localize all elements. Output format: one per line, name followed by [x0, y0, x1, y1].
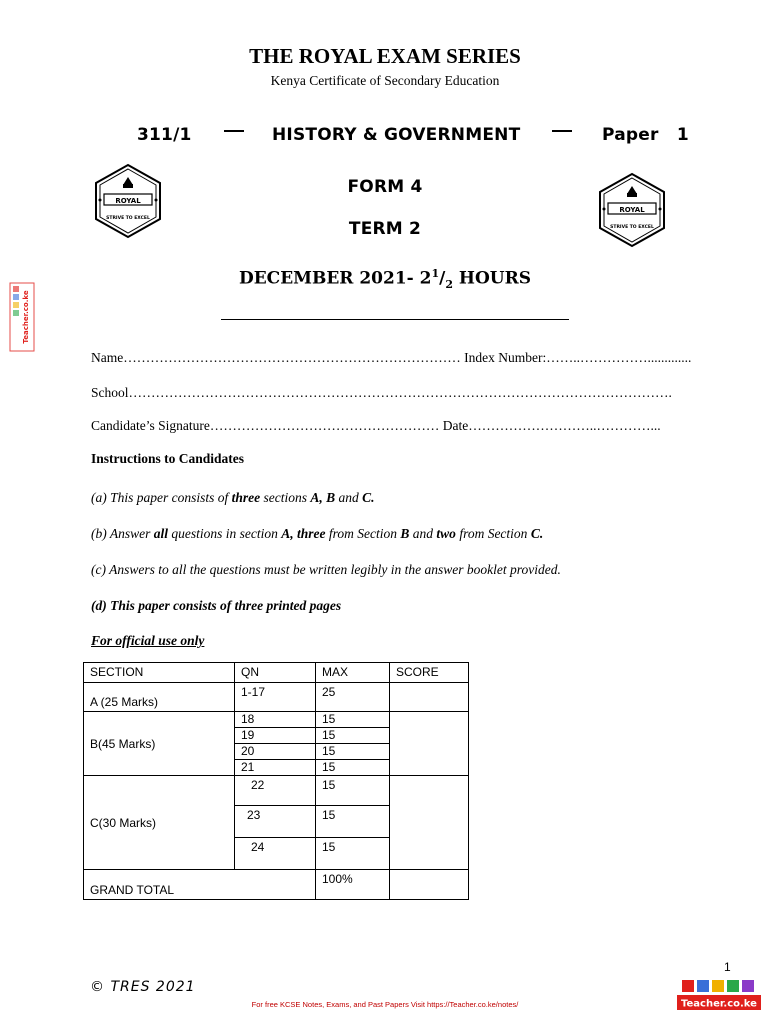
- score-cell[interactable]: [390, 776, 469, 870]
- school-field[interactable]: School………………………………………………………………………………………………………….: [91, 385, 672, 400]
- logo-text: Teacher.co.ke: [681, 998, 757, 1010]
- header-section: SECTION: [84, 663, 235, 683]
- section-a: A (25 Marks): [84, 683, 235, 712]
- header-score: SCORE: [390, 663, 469, 683]
- footer-link-note[interactable]: For free KCSE Notes, Exams, and Past Papers Visit https://Teacher.co.ke/notes/: [251, 1000, 519, 1009]
- paper-number: Paper 1: [602, 125, 689, 145]
- subject-name: HISTORY & GOVERNMENT: [272, 125, 521, 145]
- qn-cell: 23: [235, 806, 316, 838]
- name-index-field[interactable]: Name………………………………………………………………… Index Number:……..…………….............: [91, 350, 692, 365]
- exam-date-duration: DECEMBER 2021- $2^1/_2$ HOURS: [238, 267, 532, 292]
- max-cell: 15: [316, 760, 390, 776]
- max-cell: 15: [316, 712, 390, 728]
- grand-total-max: 100%: [316, 870, 390, 900]
- max-cell: 25: [316, 683, 390, 712]
- paper-code: 311/1: [137, 125, 192, 145]
- max-cell: 15: [316, 776, 390, 806]
- grand-total-row: [84, 870, 469, 900]
- section-b: B(45 Marks): [84, 712, 235, 776]
- qn-cell: 18: [235, 712, 316, 728]
- qn-cell: 19: [235, 728, 316, 744]
- marks-table: [83, 662, 469, 900]
- table-header-row: [84, 663, 469, 683]
- qn-cell: 24: [235, 838, 316, 870]
- score-cell[interactable]: [390, 683, 469, 712]
- watermark-text: Teacher.co.ke: [22, 290, 30, 344]
- stamp-text: ROYAL: [619, 206, 645, 214]
- header-max: MAX: [316, 663, 390, 683]
- max-cell: 15: [316, 806, 390, 838]
- dash-divider: [224, 130, 244, 132]
- official-use-heading: For official use only: [91, 633, 205, 648]
- qn-cell: 22: [235, 776, 316, 806]
- section-c: C(30 Marks): [84, 776, 235, 870]
- instruction-d: (d) This paper consists of three printed pages: [91, 598, 342, 613]
- qn-cell: 1-17: [235, 683, 316, 712]
- exam-subtitle: Kenya Certificate of Secondary Education: [270, 73, 500, 88]
- royal-stamp-logo-right: [594, 172, 670, 248]
- header-rule: [221, 319, 569, 320]
- score-cell[interactable]: [390, 712, 469, 776]
- stamp-text: ROYAL: [115, 197, 141, 205]
- teacher-logo: [676, 978, 762, 1012]
- table-row: [84, 712, 469, 728]
- instructions-heading: Instructions to Candidates: [91, 451, 245, 466]
- copyright-text: © TRES 2021: [90, 979, 196, 995]
- grand-total-score[interactable]: [390, 870, 469, 900]
- max-cell: 15: [316, 728, 390, 744]
- qn-cell: 20: [235, 744, 316, 760]
- royal-stamp-logo-left: [90, 163, 166, 239]
- form-level: FORM 4: [347, 177, 423, 197]
- signature-date-field[interactable]: Candidate’s Signature…………………………………………… Date………………………..…………...: [91, 418, 661, 433]
- stamp-motto: STRIVE TO EXCEL: [610, 225, 654, 230]
- max-cell: 15: [316, 838, 390, 870]
- max-cell: 15: [316, 744, 390, 760]
- grand-total-label: GRAND TOTAL: [84, 870, 316, 900]
- dash-divider: [552, 130, 572, 132]
- teacher-watermark-logo: [9, 282, 35, 352]
- page-number: 1: [724, 960, 731, 974]
- table-row: [84, 683, 469, 712]
- header-qn: QN: [235, 663, 316, 683]
- instruction-a: (a) This paper consists of three sections A, B and C.: [91, 490, 375, 505]
- exam-series-title: THE ROYAL EXAM SERIES: [249, 44, 521, 68]
- term-label: TERM 2: [348, 219, 422, 239]
- instruction-c: (c) Answers to all the questions must be written legibly in the answer booklet provided.: [91, 562, 561, 577]
- table-row: [84, 776, 469, 806]
- qn-cell: 21: [235, 760, 316, 776]
- stamp-motto: STRIVE TO EXCEL: [106, 216, 150, 221]
- instruction-b: (b) Answer all questions in section A, three from Section B and two from Section C.: [91, 526, 544, 541]
